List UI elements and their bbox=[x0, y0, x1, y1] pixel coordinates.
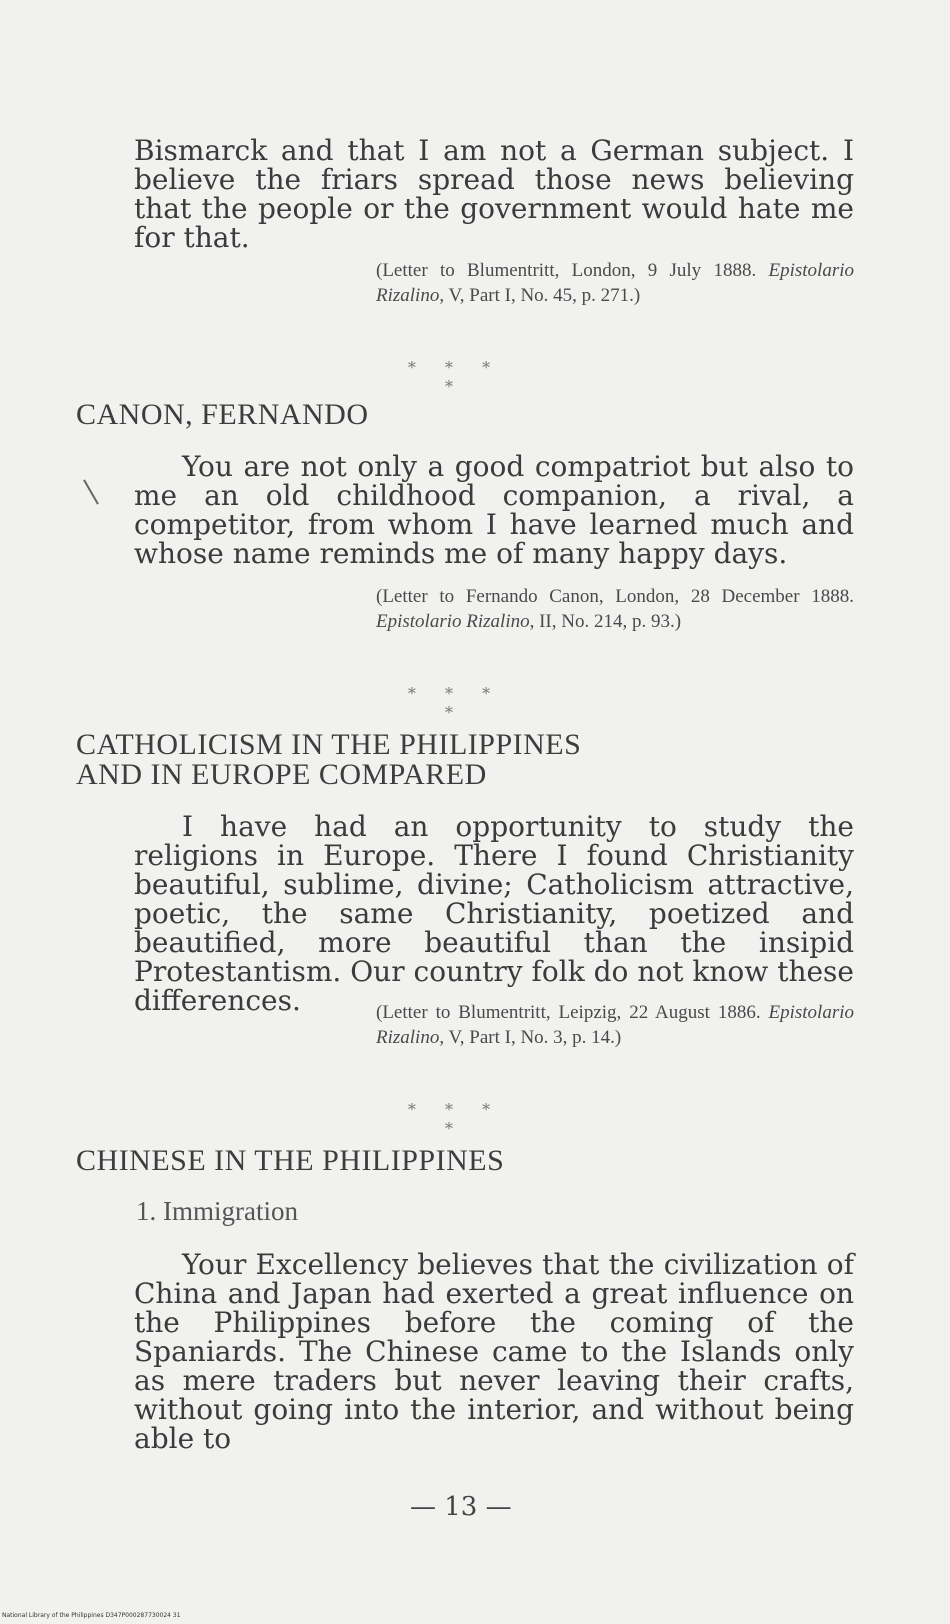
margin-mark bbox=[83, 479, 99, 504]
citation-blumentritt-london: (Letter to Blumentritt, London, 9 July 1888. Epistolario Rizalino, V, Part I, No. 45, p. 271.) bbox=[376, 260, 854, 306]
citation-canon: (Letter to Fernando Canon, London, 28 December 1888. Epistolario Rizalino, II, No. 214, p. 93.) bbox=[376, 586, 854, 632]
paragraph-canon: You are not only a good compatriot but also to me an old childhood companion, a rival, a competitor, from whom I have learned much and whose name reminds me of many happy days. bbox=[134, 450, 854, 570]
citation-blumentritt-leipzig: (Letter to Blumentritt, Leipzig, 22 August 1886. Epistolario Rizalino, V, Part I, No. 3, p. 14.) bbox=[376, 1002, 854, 1048]
section-separator: * * * * bbox=[407, 684, 503, 722]
section-separator: * * * * bbox=[407, 358, 503, 396]
subheading-immigration: 1. Immigration bbox=[136, 1196, 298, 1226]
paragraph-catholicism: I have had an opportunity to study the religions in Europe. There I found Christianity beautiful, sublime, divine; Catholicism attractive, poetic, the same Christianity, poetized and beautified, more beautiful than the insipid Protestantism. Our country folk do not know these differences. bbox=[134, 810, 854, 1017]
paragraph-immigration: Your Excellency believes that the civilization of China and Japan had exerted a great influence on the Philippines before the coming of the Spaniards. The Chinese came to the Islands only as mere traders but never leaving their crafts, without going into the interior, and without being able to bbox=[134, 1248, 854, 1455]
heading-chinese: CHINESE IN THE PHILIPPINES bbox=[76, 1144, 505, 1177]
footer-archive-id: National Library of the Philippines D347P000287730024 31 bbox=[2, 1612, 181, 1619]
paragraph-bismarck: Bismarck and that I am not a German subject. I believe the friars spread those news believing that the people or the government would hate me for that. bbox=[134, 134, 854, 254]
section-separator: * * * * bbox=[407, 1100, 503, 1138]
heading-canon-fernando: CANON, FERNANDO bbox=[76, 398, 369, 431]
heading-catholicism-line2: AND IN EUROPE COMPARED bbox=[76, 758, 487, 791]
heading-catholicism-line1: CATHOLICISM IN THE PHILIPPINES bbox=[76, 728, 582, 761]
page-number: — 13 — bbox=[410, 1492, 512, 1522]
